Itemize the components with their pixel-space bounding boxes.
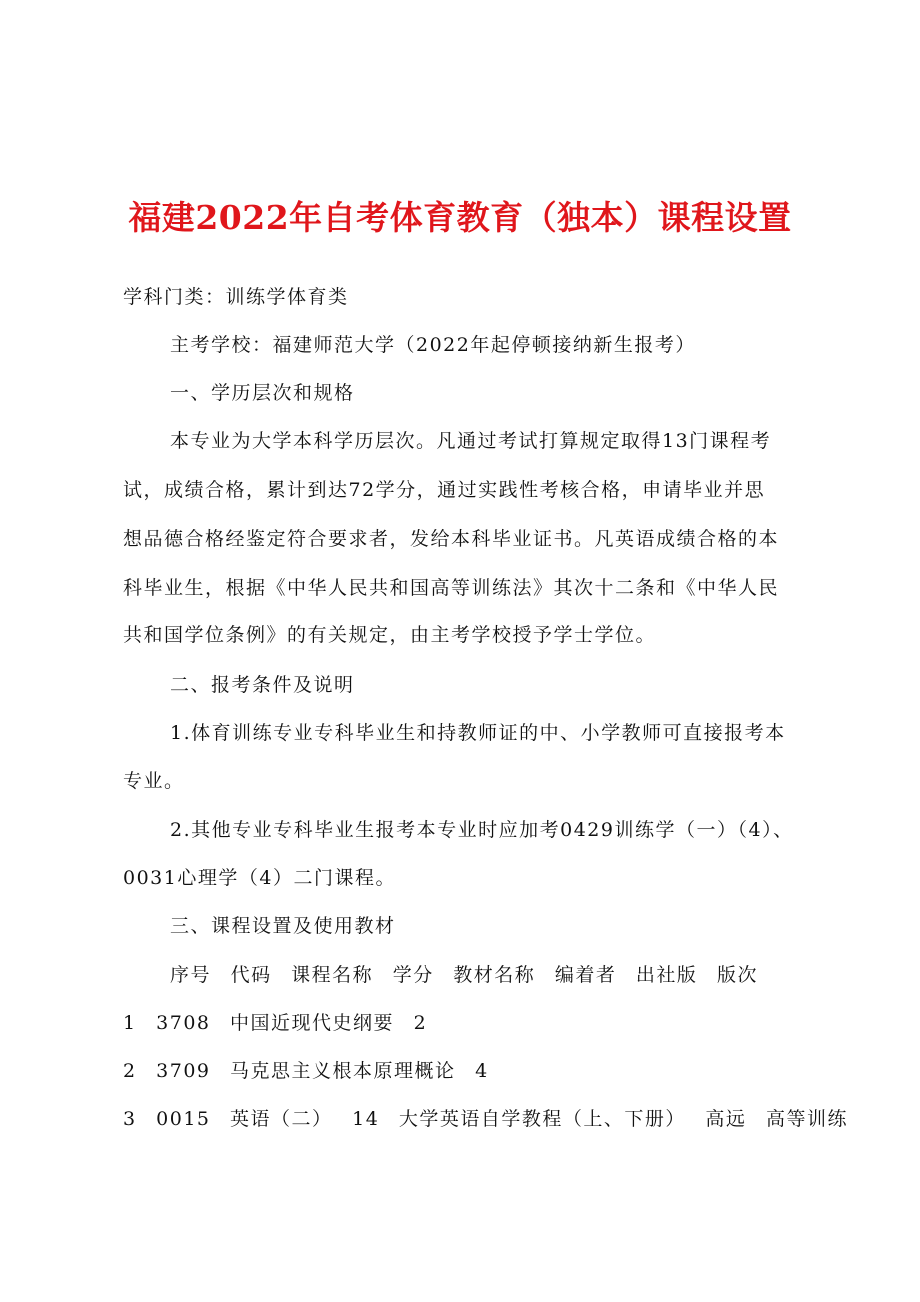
row-course-name: 英语（二） — [230, 1108, 333, 1130]
row-index: 3 — [123, 1108, 137, 1130]
section3-heading: 三、课程设置及使用教材 — [170, 915, 396, 937]
header-textbook: 教材名称 — [453, 964, 536, 986]
paragraph-line: 本专业为大学本科学历层次。凡通过考试打算规定取得13门课程考 — [170, 430, 772, 452]
row-author: 高远 — [705, 1108, 747, 1130]
row-code: 0015 — [156, 1108, 211, 1130]
row-credits: 4 — [475, 1060, 489, 1082]
row-code: 3708 — [156, 1012, 211, 1034]
row-publisher: 高等训练 — [765, 1108, 848, 1130]
header-index: 序号 — [170, 964, 212, 986]
row-course-name: 马克思主义根本原理概论 — [230, 1060, 456, 1082]
condition-item-2-cont: 0031心理学（4）二门课程。 — [123, 867, 396, 889]
row-credits: 2 — [413, 1012, 428, 1034]
paragraph-line: 科毕业生，根据《中华人民共和国高等训练法》其次十二条和《中华人民 — [123, 577, 780, 599]
row-code: 3709 — [156, 1060, 211, 1082]
section1-heading: 一、学历层次和规格 — [170, 382, 355, 404]
row-index: 1 — [123, 1012, 137, 1034]
course-table-header — [170, 962, 758, 988]
header-edition: 版次 — [716, 964, 758, 986]
subject-category: 学科门类：训练学体育类 — [123, 286, 349, 308]
paragraph-line: 共和国学位条例》的有关规定，由主考学校授予学士学位。 — [123, 624, 657, 646]
paragraph-line: 想品德合格经鉴定符合要求者，发给本科毕业证书。凡英语成绩合格的本 — [123, 528, 780, 550]
header-publisher: 出社版 — [635, 964, 698, 986]
row-textbook: 大学英语自学教程（上、下册） — [398, 1108, 686, 1130]
row-course-name: 中国近现代史纲要 — [230, 1012, 395, 1034]
paragraph-line: 试，成绩合格，累计到达72学分，通过实践性考核合格，申请毕业并思 — [123, 479, 766, 501]
condition-item-1: 1.体育训练专业专科毕业生和持教师证的中、小学教师可直接报考本 — [170, 722, 786, 744]
course-row — [123, 1010, 427, 1036]
row-index: 2 — [123, 1060, 137, 1082]
document-title: 福建2022年自考体育教育（独本）课程设置 — [128, 198, 792, 237]
course-row — [123, 1058, 489, 1084]
header-code: 代码 — [230, 964, 272, 986]
header-credits: 学分 — [392, 964, 434, 986]
row-credits: 14 — [352, 1108, 380, 1130]
section2-heading: 二、报考条件及说明 — [170, 674, 355, 696]
condition-item-2: 2.其他专业专科毕业生报考本专业时应加考0429训练学（一）（4）、 — [170, 819, 794, 841]
host-school: 主考学校：福建师范大学（2022年起停顿接纳新生报考） — [170, 334, 696, 356]
header-author: 编着者 — [554, 964, 617, 986]
header-course-name: 课程名称 — [291, 964, 374, 986]
course-row — [123, 1106, 848, 1132]
condition-item-1-cont: 专业。 — [123, 770, 185, 792]
